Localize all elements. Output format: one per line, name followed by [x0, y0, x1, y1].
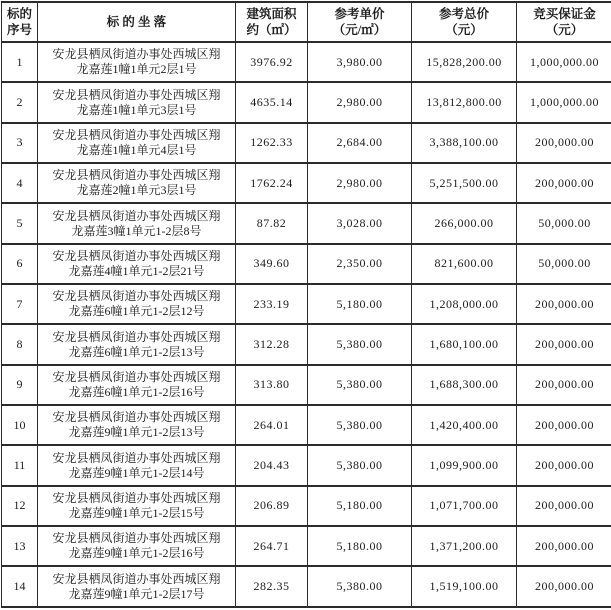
- table-row: [2, 405, 611, 445]
- cell-deposit: 200,000.00: [517, 445, 611, 485]
- column-header-deposit: [517, 2, 611, 42]
- cell-location: [38, 82, 236, 122]
- cell-deposit: 200,000.00: [517, 526, 611, 566]
- location-line-1: 安龙县栖凤街道办事处西城区翔: [52, 329, 221, 344]
- table-row: [2, 365, 611, 405]
- cell-unit-price: 5,180.00: [308, 486, 412, 526]
- cell-deposit: 200,000.00: [517, 486, 611, 526]
- cell-deposit: 1,000,000.00: [517, 82, 611, 122]
- location-line-1: 安龙县栖凤街道办事处西城区翔: [52, 47, 221, 62]
- cell-total-price: 1,208,000.00: [412, 284, 517, 324]
- cell-item-no: 14: [2, 566, 38, 607]
- location-line-2: 龙嘉莲4幢1单元1-2层21号: [68, 263, 205, 278]
- cell-total-price: 1,680,100.00: [412, 324, 517, 364]
- cell-area: 264.71: [236, 526, 308, 566]
- location-line-1: 安龙县栖凤街道办事处西城区翔: [52, 208, 221, 223]
- auction-lots-table: [1, 1, 611, 608]
- cell-unit-price: 2,350.00: [308, 244, 412, 284]
- cell-area: 204.43: [236, 445, 308, 485]
- cell-location: [38, 203, 236, 243]
- cell-unit-price: 2,980.00: [308, 163, 412, 203]
- cell-deposit: 200,000.00: [517, 123, 611, 163]
- location-line-2: 龙嘉莲2幢1单元3层1号: [76, 183, 197, 198]
- cell-unit-price: 5,380.00: [308, 365, 412, 405]
- cell-location: [38, 163, 236, 203]
- header-line: 约（㎡）: [246, 23, 297, 37]
- location-line-2: 龙嘉莲3幢1单元1-2层8号: [71, 223, 202, 238]
- table-row: [2, 284, 611, 324]
- location-line-1: 安龙县栖凤街道办事处西城区翔: [52, 289, 221, 304]
- cell-location: [38, 42, 236, 82]
- cell-unit-price: 5,180.00: [308, 526, 412, 566]
- cell-unit-price: 3,028.00: [308, 203, 412, 243]
- cell-total-price: 1,099,900.00: [412, 445, 517, 485]
- location-line-2: 龙嘉莲6幢1单元1-2层16号: [68, 384, 205, 399]
- location-line-1: 安龙县栖凤街道办事处西城区翔: [52, 410, 221, 425]
- location-line-1: 安龙县栖凤街道办事处西城区翔: [52, 248, 221, 263]
- cell-area: 206.89: [236, 486, 308, 526]
- cell-total-price: 1,371,200.00: [412, 526, 517, 566]
- column-header-item-no: [2, 2, 38, 42]
- cell-location: [38, 244, 236, 284]
- table-row: [2, 566, 611, 607]
- cell-unit-price: 5,380.00: [308, 566, 412, 607]
- cell-total-price: 1,420,400.00: [412, 405, 517, 445]
- cell-item-no: 2: [2, 82, 38, 122]
- table-row: [2, 486, 611, 526]
- table-row: [2, 324, 611, 364]
- location-line-2: 龙嘉莲1幢1单元2层1号: [76, 62, 197, 77]
- cell-area: 312.28: [236, 324, 308, 364]
- cell-location: [38, 486, 236, 526]
- cell-unit-price: 5,380.00: [308, 445, 412, 485]
- cell-item-no: 10: [2, 405, 38, 445]
- location-line-1: 安龙县栖凤街道办事处西城区翔: [52, 87, 221, 102]
- location-line-2: 龙嘉莲9幢1单元1-2层17号: [68, 586, 205, 601]
- column-header-total-price: [412, 2, 517, 42]
- cell-deposit: 200,000.00: [517, 284, 611, 324]
- location-line-2: 龙嘉莲1幢1单元3层1号: [76, 102, 197, 117]
- location-line-1: 安龙县栖凤街道办事处西城区翔: [52, 531, 221, 546]
- location-line-2: 龙嘉莲6幢1单元1-2层12号: [68, 304, 205, 319]
- cell-deposit: 1,000,000.00: [517, 42, 611, 82]
- cell-area: 3976.92: [236, 42, 308, 82]
- location-line-1: 安龙县栖凤街道办事处西城区翔: [52, 571, 221, 586]
- header-line: （元）: [545, 23, 584, 37]
- cell-deposit: 50,000.00: [517, 244, 611, 284]
- cell-total-price: 5,251,500.00: [412, 163, 517, 203]
- cell-area: 87.82: [236, 203, 308, 243]
- cell-total-price: 3,388,100.00: [412, 123, 517, 163]
- cell-deposit: 200,000.00: [517, 365, 611, 405]
- column-header-area: [236, 2, 308, 42]
- table-row: [2, 82, 611, 122]
- cell-item-no: 13: [2, 526, 38, 566]
- cell-item-no: 3: [2, 123, 38, 163]
- cell-area: 1762.24: [236, 163, 308, 203]
- cell-total-price: 1,688,300.00: [412, 365, 517, 405]
- header-line: 标的: [6, 7, 32, 21]
- header-line: 序号: [6, 23, 32, 37]
- location-line-2: 龙嘉莲9幢1单元1-2层15号: [68, 505, 205, 520]
- cell-location: [38, 445, 236, 485]
- table-row: [2, 526, 611, 566]
- table-row: [2, 163, 611, 203]
- cell-item-no: 4: [2, 163, 38, 203]
- cell-total-price: 1,519,100.00: [412, 566, 517, 607]
- header-line: （元/㎡）: [332, 23, 387, 37]
- cell-total-price: 1,071,700.00: [412, 486, 517, 526]
- header-line: 竞买保证金: [533, 7, 596, 21]
- table-row: [2, 123, 611, 163]
- header-line: 标 的 坐 落: [106, 15, 167, 29]
- cell-item-no: 1: [2, 42, 38, 82]
- cell-location: [38, 405, 236, 445]
- cell-location: [38, 526, 236, 566]
- location-line-1: 安龙县栖凤街道办事处西城区翔: [52, 168, 221, 183]
- location-line-2: 龙嘉莲9幢1单元1-2层13号: [68, 425, 205, 440]
- location-line-1: 安龙县栖凤街道办事处西城区翔: [52, 127, 221, 142]
- cell-area: 313.80: [236, 365, 308, 405]
- location-line-2: 龙嘉莲1幢1单元4层1号: [76, 142, 197, 157]
- cell-location: [38, 284, 236, 324]
- cell-location: [38, 324, 236, 364]
- table-row: [2, 445, 611, 485]
- location-line-2: 龙嘉莲9幢1单元1-2层14号: [68, 465, 205, 480]
- cell-area: 349.60: [236, 244, 308, 284]
- cell-deposit: 200,000.00: [517, 566, 611, 607]
- cell-item-no: 9: [2, 365, 38, 405]
- cell-area: 282.35: [236, 566, 308, 607]
- cell-deposit: 200,000.00: [517, 324, 611, 364]
- cell-location: [38, 123, 236, 163]
- cell-deposit: 200,000.00: [517, 163, 611, 203]
- column-header-location: [38, 2, 236, 42]
- location-line-2: 龙嘉莲9幢1单元1-2层16号: [68, 546, 205, 561]
- cell-item-no: 12: [2, 486, 38, 526]
- column-header-unit-price: [308, 2, 412, 42]
- cell-deposit: 50,000.00: [517, 203, 611, 243]
- cell-unit-price: 3,980.00: [308, 42, 412, 82]
- cell-unit-price: 5,380.00: [308, 324, 412, 364]
- location-line-1: 安龙县栖凤街道办事处西城区翔: [52, 369, 221, 384]
- header-line: 参考单价: [334, 7, 385, 21]
- table-row: [2, 244, 611, 284]
- cell-item-no: 11: [2, 445, 38, 485]
- header-line: （元）: [445, 23, 483, 37]
- cell-area: 4635.14: [236, 82, 308, 122]
- cell-item-no: 7: [2, 284, 38, 324]
- location-line-2: 龙嘉莲6幢1单元1-2层13号: [68, 344, 205, 359]
- location-line-1: 安龙县栖凤街道办事处西城区翔: [52, 450, 221, 465]
- cell-total-price: 821,600.00: [412, 244, 517, 284]
- cell-unit-price: 5,380.00: [308, 405, 412, 445]
- cell-total-price: 15,828,200.00: [412, 42, 517, 82]
- cell-deposit: 200,000.00: [517, 405, 611, 445]
- cell-item-no: 6: [2, 244, 38, 284]
- cell-total-price: 13,812,800.00: [412, 82, 517, 122]
- table-row: [2, 42, 611, 82]
- cell-area: 1262.33: [236, 123, 308, 163]
- cell-area: 233.19: [236, 284, 308, 324]
- cell-unit-price: 2,684.00: [308, 123, 412, 163]
- cell-area: 264.01: [236, 405, 308, 445]
- header-line: 参考总价: [438, 7, 489, 21]
- cell-item-no: 5: [2, 203, 38, 243]
- cell-location: [38, 566, 236, 607]
- cell-total-price: 266,000.00: [412, 203, 517, 243]
- header-line: 建筑面积: [246, 7, 297, 21]
- cell-unit-price: 2,980.00: [308, 82, 412, 122]
- cell-location: [38, 365, 236, 405]
- header-row: [2, 2, 611, 42]
- table-row: [2, 203, 611, 243]
- cell-unit-price: 5,180.00: [308, 284, 412, 324]
- location-line-1: 安龙县栖凤街道办事处西城区翔: [52, 490, 221, 505]
- cell-item-no: 8: [2, 324, 38, 364]
